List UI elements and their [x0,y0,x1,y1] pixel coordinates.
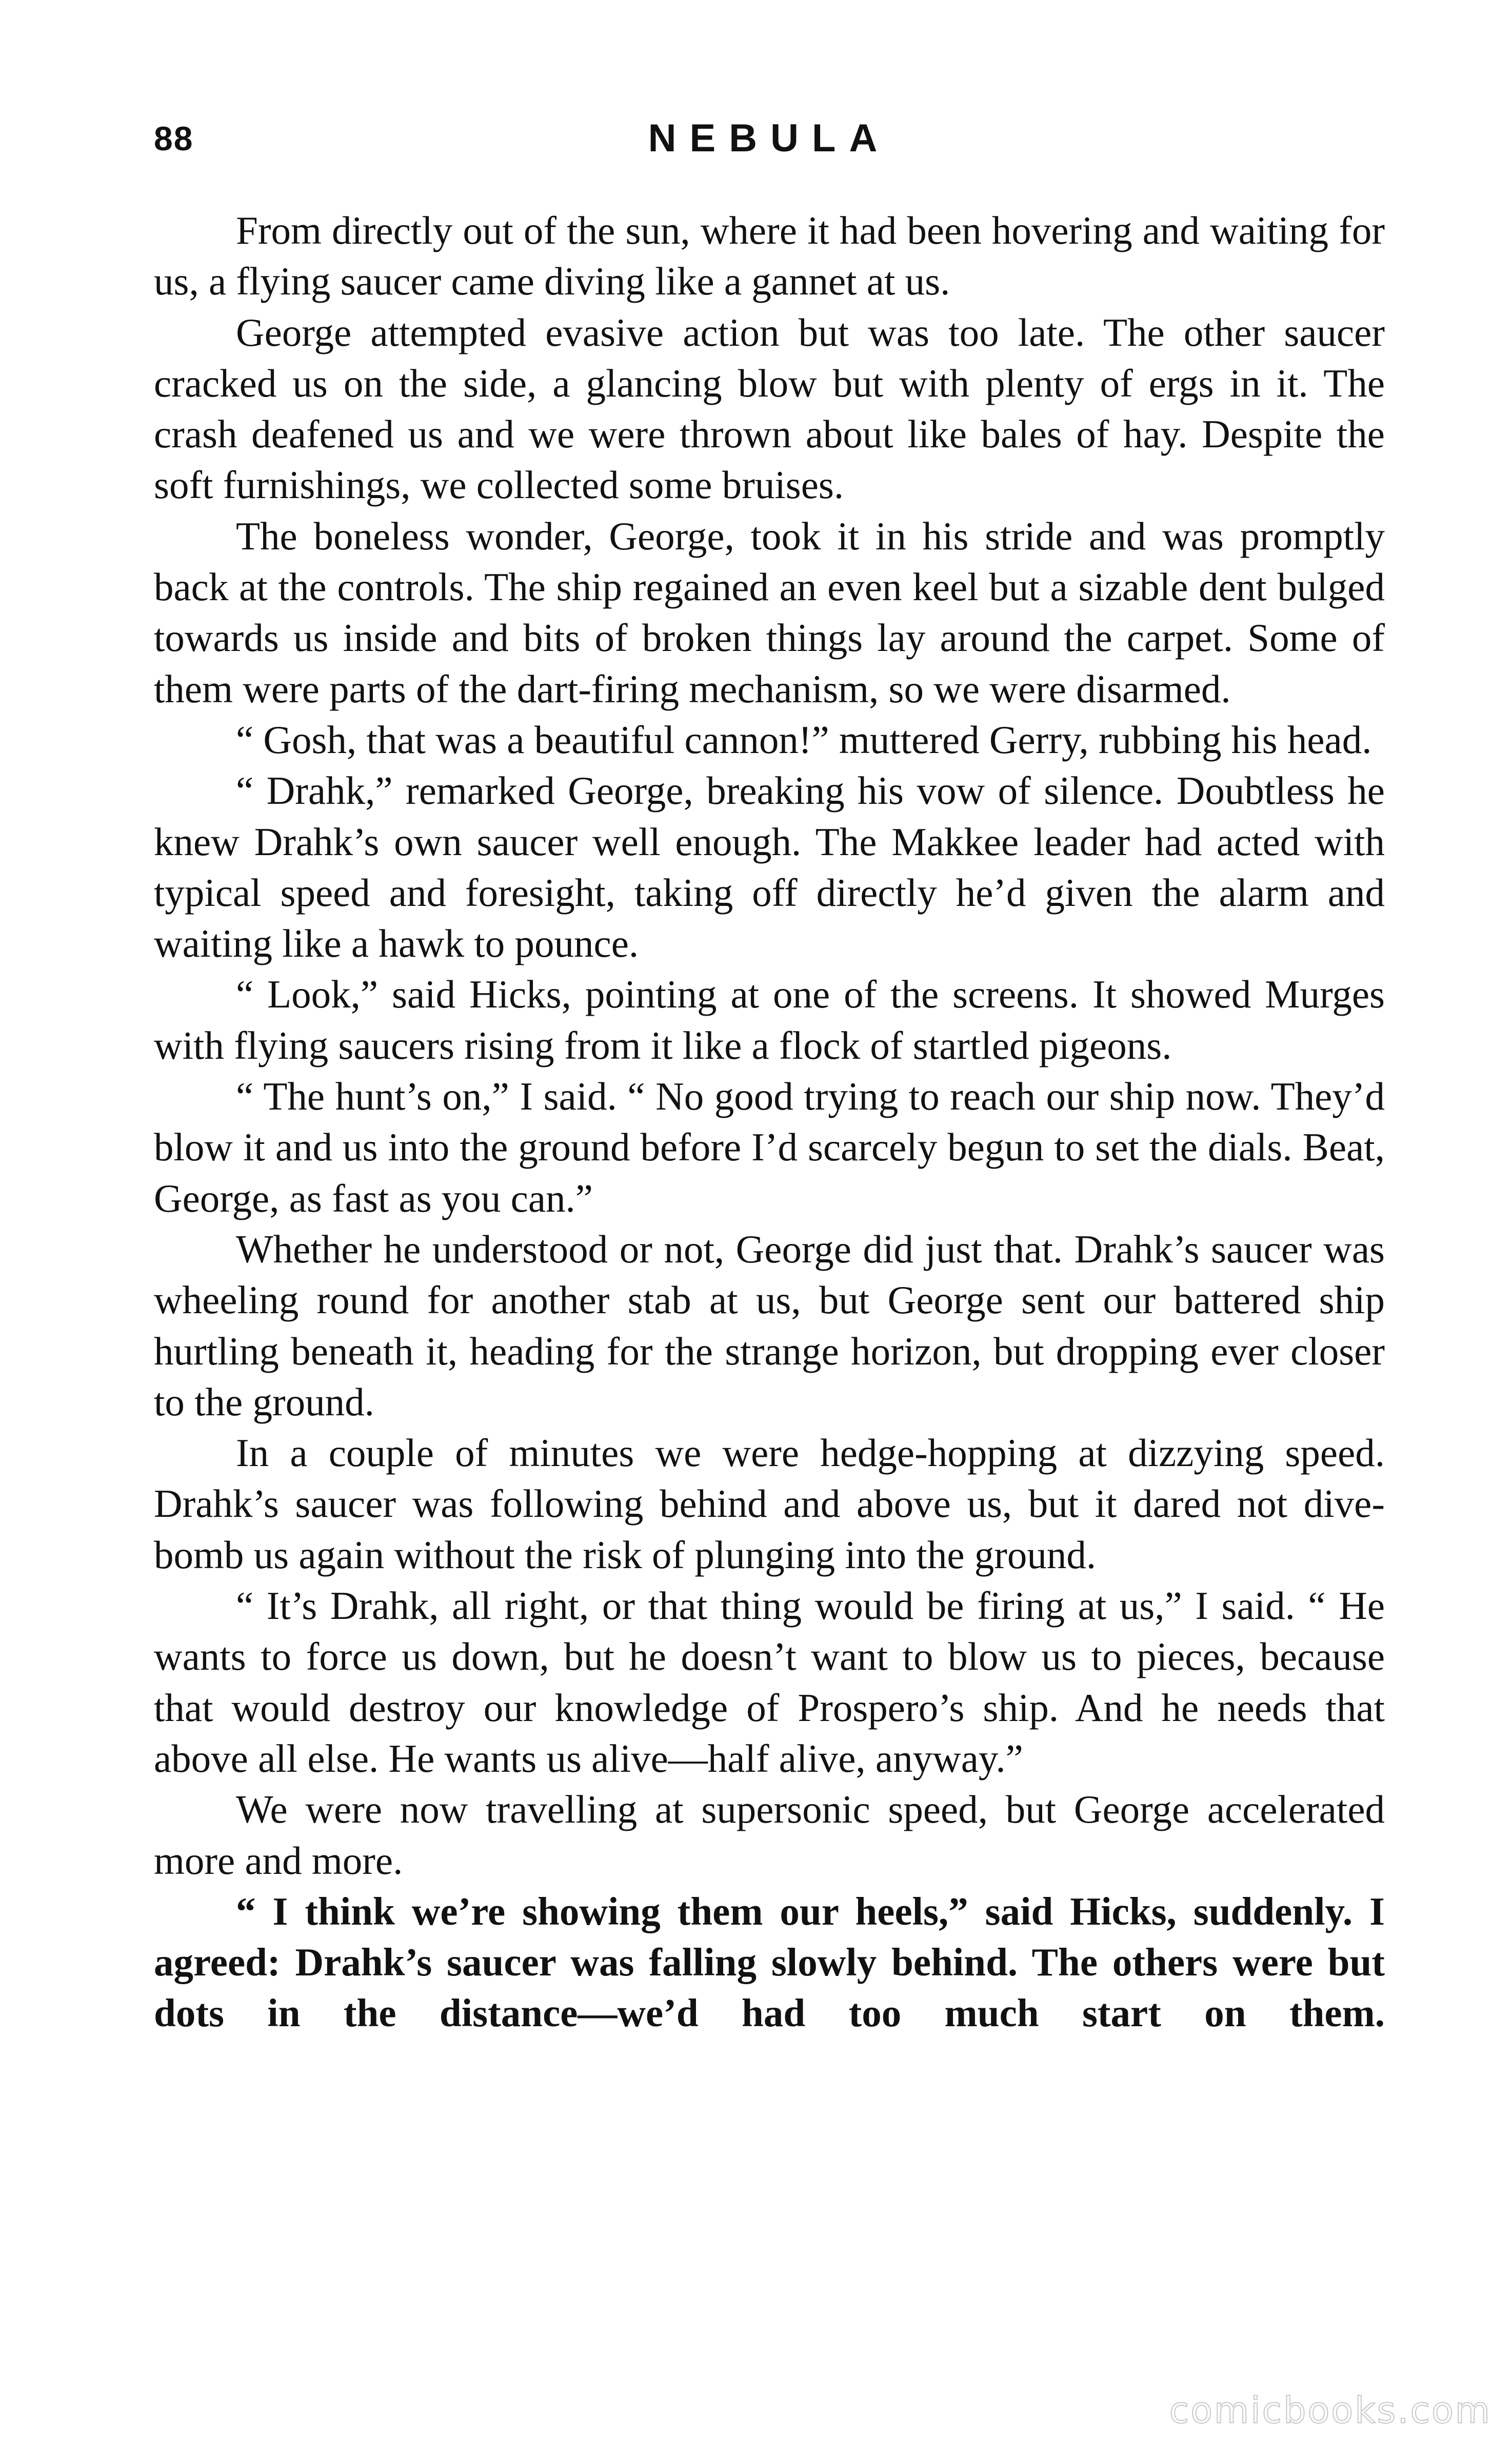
watermark: comicbooks.com [1169,2389,1491,2431]
paragraph: “ Drahk,” remarked George, breaking his vow of silence. Doubtless he knew Drahk’s own saucer well enough. The Makkee leader had acted with typical speed and foresight, taking off directly he’d given the alarm and waiting like a hawk to pounce. [154,768,1385,966]
paragraph: “ I think we’re showing them our heels,” said Hicks, suddenly. I agreed: Drahk’s saucer was falling slowly behind. The others were but dots in the distance—we’d had too much start on them. [154,1889,1385,2035]
paragraph: “ Look,” said Hicks, pointing at one of the screens. It showed Murges with flying saucers rising from it like a flock of startled pigeons. [154,972,1385,1067]
paragraph: “ Gosh, that was a beautiful cannon!” muttered Gerry, rubbing his head. [236,717,1372,762]
paragraph: “ It’s Drahk, all right, or that thing would be firing at us,” I said. “ He wants to force us down, but he doesn’t want to blow us to pieces, because that would destroy our knowledge of Prospero’s ship. And he needs that above all else. He wants us alive—half alive, anyway.” [154,1584,1385,1781]
body-text [154,205,1385,2039]
page-number: 88 [154,120,194,157]
page-header [154,110,1385,167]
paragraph: Whether he understood or not, George did just that. Drahk’s saucer was wheeling round for another stab at us, but George sent our battered ship hurtling beneath it, heading for the strange horizon, but dropping ever closer to the ground. [154,1226,1385,1424]
paragraph: George attempted evasive action but was too late. The other saucer cracked us on the side, a glancing blow but with plenty of ergs in it. The crash deafened us and we were thrown about like bales of hay. Despite the soft furnishings, we collected some bruises. [154,310,1385,507]
paragraph: In a couple of minutes we were hedge-hopping at dizzying speed. Drahk’s saucer was following behind and above us, but it dared not dive-bomb us again without the risk of plunging into the ground. [154,1431,1385,1577]
running-title: NEBULA [648,116,891,160]
paragraph: The boneless wonder, George, took it in his stride and was promptly back at the controls. The ship regained an even keel but a sizable dent bulged towards us inside and bits of broken things lay around the carpet. Some of them were parts of the dart-firing mechanism, so we were disarmed. [154,513,1385,711]
paragraph: We were now travelling at supersonic speed, but George accelerated more and more. [154,1787,1385,1883]
paragraph: From directly out of the sun, where it had been hovering and waiting for us, a flying saucer came diving like a gannet at us. [154,208,1385,304]
paragraph: “ The hunt’s on,” I said. “ No good trying to reach our ship now. They’d blow it and us into the ground before I’d scarcely begun to set the dials. Beat, George, as fast as you can.” [154,1074,1385,1220]
